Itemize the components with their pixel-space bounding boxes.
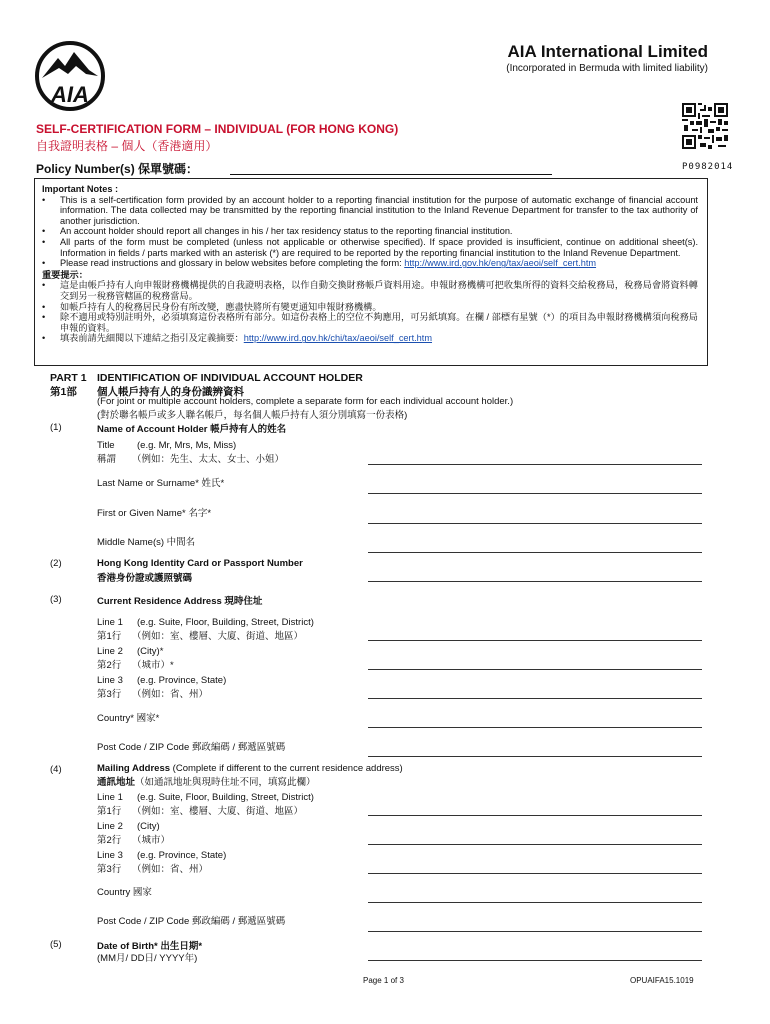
res-line1-label: Line 1 [97,617,123,628]
section-4-heading-zh [97,774,316,788]
res-line2-field[interactable] [368,669,702,670]
res-line1-label-zh: 第1行 [97,631,122,642]
res-line2-label: Line 2 [97,646,123,657]
dob-label: Date of Birth* 出生日期* [97,941,203,952]
section-5-number: (5) [50,939,62,950]
mail-line3-label: Line 3 [97,850,123,861]
section-1-heading: Name of Account Holder 帳戶持有人的姓名 [97,424,287,435]
incorporation-note: (Incorporated in Bermuda with limited liability) [506,63,708,74]
res-line1-hint: (e.g. Suite, Floor, Building, Street, District) [137,617,314,628]
note-text-zh: 填表前請先細閱以下連結之指引及定義摘要： [60,333,244,344]
note-text-zh: 除不適用或特別註明外，必須填寫這份表格所有部分。如這份表格上的空位不夠應用，可另紙填寫。在欄 / 部標有星號（*）的項目為申報財務機構須向稅務局申報的資料。 [60,312,698,333]
dob-field[interactable] [368,960,702,961]
title-hint-zh: （例如：先生、太太、女士、小姐） [132,454,285,465]
important-notes [42,184,698,344]
res-line3-hint-zh: （例如：省、州） [132,689,209,700]
qr-code [682,103,728,149]
company-name: AIA International Limited [507,42,708,61]
mail-line2-field[interactable] [368,844,702,845]
mail-line3-field[interactable] [368,873,702,874]
policy-number-field[interactable] [230,174,552,175]
mail-postcode-field[interactable] [368,931,702,932]
title-label: Title [97,440,115,451]
part1-title-zh: 個人帳戶持有人的身份識辨資料 [97,386,244,398]
section-3-number: (3) [50,594,62,605]
note-item-zh: • 除不適用或特別註明外，必須填寫這份表格所有部分。如這份表格上的空位不夠應用，可另紙填寫。在欄 / 部標有星號（*）的項目為申報財務機構須向稅務局申報的資料。 [42,312,698,333]
res-line2-hint-zh: （城市）* [132,660,174,671]
part1-note: (For joint or multiple account holders, complete a separate form for each individual account holder.) [97,396,514,407]
res-line1-hint-zh: （例如：室、樓層、大廈、街道、地區） [132,631,304,642]
middle-name-label: Middle Name(s) 中間名 [97,537,196,548]
title-hint: (e.g. Mr, Mrs, Ms, Miss) [137,440,237,451]
logo-text: AIA [51,82,89,107]
part1-label: PART 1 [50,372,87,384]
mailing-address-title: Mailing Address [97,763,171,774]
notes-heading-zh: 重要提示： [42,269,88,280]
res-line3-label-zh: 第3行 [97,689,122,700]
note-text-zh: 這是由帳戶持有人向申報財務機構提供的自我證明表格，以作自動交換財務帳戶資料用途。申報財務機構可把收集所得的資料交給稅務局，稅務局會將資料轉交到另一稅務管轄區的稅務當局。 [60,280,698,301]
res-country-label: Country* 國家* [97,713,160,724]
mail-line3-label-zh: 第3行 [97,864,122,875]
ird-link-zh[interactable]: http://www.ird.gov.hk/chi/tax/aeoi/self_cert.htm [243,333,433,344]
mailing-address-title-zh: 通訊地址 [97,777,136,788]
note-item-zh: • 這是由帳戶持有人向申報財務機構提供的自我證明表格，以作自動交換財務帳戶資料用途。申報財務機構可把收集所得的資料交給稅務局，稅務局會將資料轉交到另一稅務管轄區的稅務當局。 [42,280,698,301]
part1-note-zh: (對於聯名帳戶或多人聯名帳戶，每名個人帳戶持有人須分別填寫一份表格) [97,410,408,421]
first-name-field[interactable] [368,523,702,524]
res-postcode-field[interactable] [368,756,702,757]
mail-line3-hint: (e.g. Province, State) [137,850,227,861]
mail-line1-hint-zh: （例如：室、樓層、大廈、街道、地區） [132,806,304,817]
ird-link-en[interactable]: http://www.ird.gov.hk/eng/tax/aeoi/self_cert.htm [404,258,597,269]
title-field[interactable] [368,464,702,465]
notes-heading-en: Important Notes : [42,184,119,194]
res-line3-field[interactable] [368,698,702,699]
middle-name-field[interactable] [368,552,702,553]
section-1-number: (1) [50,422,62,433]
mail-line1-hint: (e.g. Suite, Floor, Building, Street, District) [137,792,314,803]
res-line2-label-zh: 第2行 [97,660,122,671]
form-title: SELF-CERTIFICATION FORM – INDIVIDUAL (FOR HONG KONG) [36,122,399,136]
aia-logo [34,40,106,112]
part1-label-zh: 第1部 [50,386,77,398]
title-label-zh: 稱謂 [97,454,117,465]
note-text: This is a self-certification form provided by an account holder to a reporting financial institution for the purpose of automatic exchange of financial account information. The data collected may be transmitted by the reporting financial institution to the Inland Revenue Department for transfer to the tax authority of another jurisdiction. [60,194,698,226]
form-title-zh: 自我證明表格 – 個人（香港適用） [36,139,218,153]
mailing-address-note-zh: （如通訊地址與現時住址不同，填寫此欄） [135,777,316,788]
note-text-zh: 如帳戶持有人的稅務居民身份有所改變，應盡快將所有變更通知申報財務機構。 [60,301,382,312]
mail-line2-label-zh: 第2行 [97,835,122,846]
note-item: • All parts of the form must be completed (unless not applicable or otherwise specified). If space provided is insufficient, continue on additional sheet(s). Information in fields / parts marked with an asterisk (*) are required to be reported by the reporting financial institution to the Inland Revenue Department. [42,236,698,258]
mail-line1-label: Line 1 [97,792,123,803]
section-2-heading-zh: 香港身份證或護照號碼 [97,573,193,584]
note-item: • Please read instructions and glossary in below websites before completing the form: http://www.ird.gov.hk/eng/tax/aeoi/self_cert.htm [42,258,597,269]
mail-country-label: Country 國家 [97,887,152,898]
form-code: OPUAIFA15.1019 [630,976,694,985]
mailing-address-note: (Complete if different to the current residence address) [170,763,403,774]
mail-line3-hint-zh: （例如：省、州） [132,864,209,875]
note-item: • This is a self-certification form provided by an account holder to a reporting financial institution for the purpose of automatic exchange of financial account information. The data collected may be transmitted by the reporting financial institution to the Inland Revenue Department for transfer to the tax authority of another jurisdiction. [42,194,698,226]
res-line3-hint: (e.g. Province, State) [137,675,227,686]
section-3-heading: Current Residence Address 現時住址 [97,596,263,607]
note-text: All parts of the form must be completed (unless not applicable or otherwise specified). If space provided is insufficient, continue on additional sheet(s). Information in fields / parts marked with an asterisk (*) are required to be reported by the reporting financial institution to the Inland Revenue Department. [60,236,698,258]
res-line2-hint: (City)* [137,646,164,657]
mail-line1-field[interactable] [368,815,702,816]
section-4-number: (4) [50,764,62,775]
section-2-heading: Hong Kong Identity Card or Passport Number [97,558,303,569]
mail-line2-hint-zh: （城市） [132,835,171,846]
res-postcode-label: Post Code / ZIP Code 郵政編碼 / 郵遞區號碼 [97,742,286,753]
page-number: Page 1 of 3 [363,976,404,985]
form-barcode-text: P0982014 [682,162,734,172]
note-item: • An account holder should report all changes in his / her tax residency status to the reporting financial institution. [42,226,698,237]
note-item-zh: • 如帳戶持有人的稅務居民身份有所改變，應盡快將所有變更通知申報財務機構。 [42,302,698,313]
first-name-label: First or Given Name* 名字* [97,508,212,519]
last-name-label: Last Name or Surname* 姓氏* [97,478,225,489]
res-line3-label: Line 3 [97,675,123,686]
note-item-zh: • 填表前請先細閱以下連結之指引及定義摘要：http://www.ird.gov.hk/chi/tax/aeoi/self_cert.htm [42,333,433,344]
mail-postcode-label: Post Code / ZIP Code 郵政編碼 / 郵遞區號碼 [97,916,286,927]
part1-title: IDENTIFICATION OF INDIVIDUAL ACCOUNT HOLDER [97,372,363,384]
res-country-field[interactable] [368,727,702,728]
note-text: An account holder should report all changes in his / her tax residency status to the reporting financial institution. [60,226,513,237]
mail-country-field[interactable] [368,902,702,903]
section-4-heading [97,763,403,774]
mail-line1-label-zh: 第1行 [97,806,122,817]
section-2-number: (2) [50,558,62,569]
res-line1-field[interactable] [368,640,702,641]
id-number-field[interactable] [368,581,702,582]
policy-number-label: Policy Number(s) 保單號碼： [36,162,199,176]
mail-line2-label: Line 2 [97,821,123,832]
mail-line2-hint: (City) [137,821,160,832]
dob-format: (MM月/ DD日/ YYYY年) [97,953,198,964]
last-name-field[interactable] [368,493,702,494]
note-text: Please read instructions and glossary in below websites before completing the form: [60,258,405,269]
